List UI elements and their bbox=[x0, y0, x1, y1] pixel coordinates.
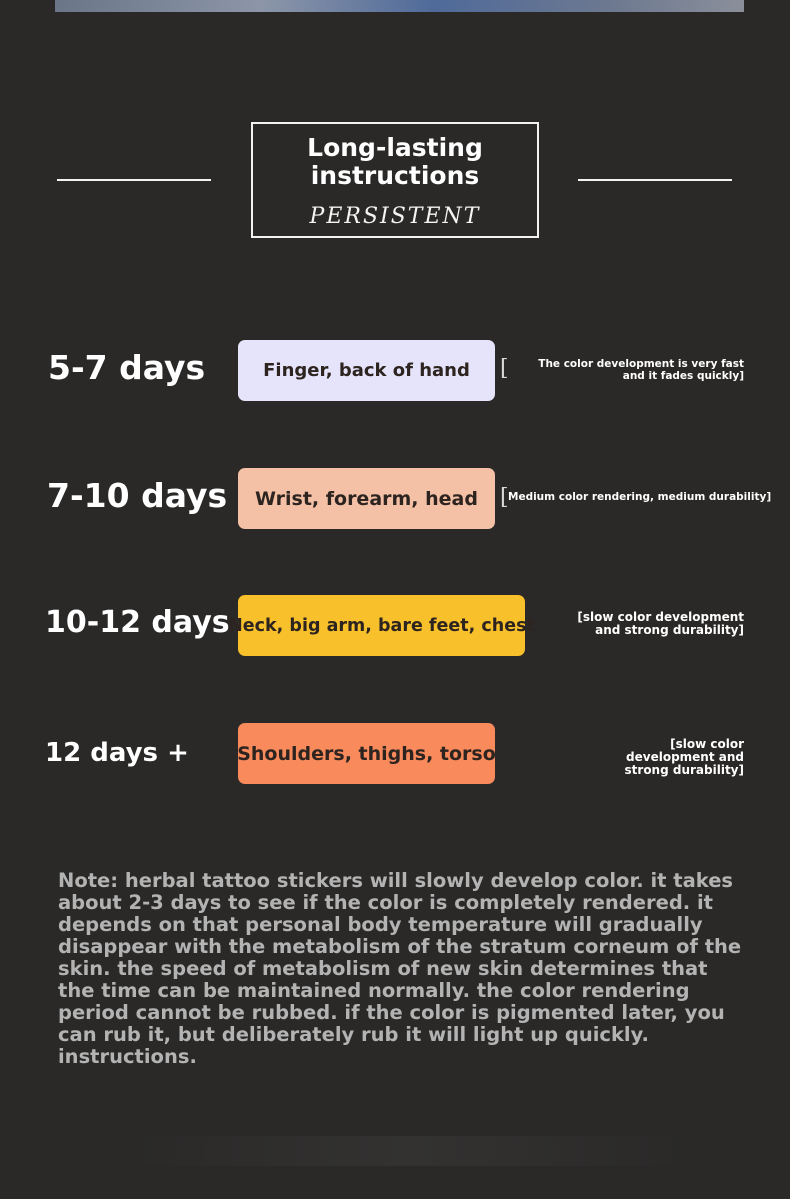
duration-label: 5-7 days bbox=[48, 348, 206, 387]
durability-note: [slow color development and strong durability] bbox=[624, 737, 744, 777]
body-part-pill: Wrist, forearm, head bbox=[238, 468, 495, 529]
duration-label: 10-12 days bbox=[45, 605, 230, 640]
duration-label: 7-10 days bbox=[47, 476, 228, 515]
title-script-word: PERSISTENT bbox=[309, 204, 481, 229]
note-bracket: [ bbox=[500, 356, 509, 381]
body-part-pill: Finger, back of hand bbox=[238, 340, 495, 401]
footer-watermark bbox=[130, 1136, 690, 1166]
title-box bbox=[251, 122, 539, 238]
header-divider-left bbox=[57, 179, 211, 181]
header-divider-right bbox=[578, 179, 732, 181]
product-photo-strip bbox=[55, 0, 744, 12]
durability-note: [slow color development and strong durability] bbox=[577, 610, 744, 637]
note-bracket: [ bbox=[500, 485, 509, 510]
page-title bbox=[253, 134, 537, 190]
durability-note: The color development is very fast and it fades quickly] bbox=[538, 358, 744, 382]
body-part-pill: Neck, big arm, bare feet, chest bbox=[238, 595, 525, 656]
body-part-pill: Shoulders, thighs, torso bbox=[238, 723, 495, 784]
page-title-text: Long-lasting instructions bbox=[307, 133, 483, 190]
note-paragraph: Note: herbal tattoo stickers will slowly develop color. it takes about 2-3 days to see if the color is completely rendered. it depends on that personal body temperature will gradually disappear with the metabolism of the stratum corneum of the skin. the speed of metabolism of new skin determines that the time can be maintained normally. the color rendering period cannot be rubbed. if the color is pigmented later, you can rub it, but deliberately rub it will light up quickly. instructions. bbox=[58, 869, 742, 1068]
durability-note: Medium color rendering, medium durability] bbox=[508, 491, 772, 503]
duration-label: 12 days + bbox=[45, 738, 189, 768]
